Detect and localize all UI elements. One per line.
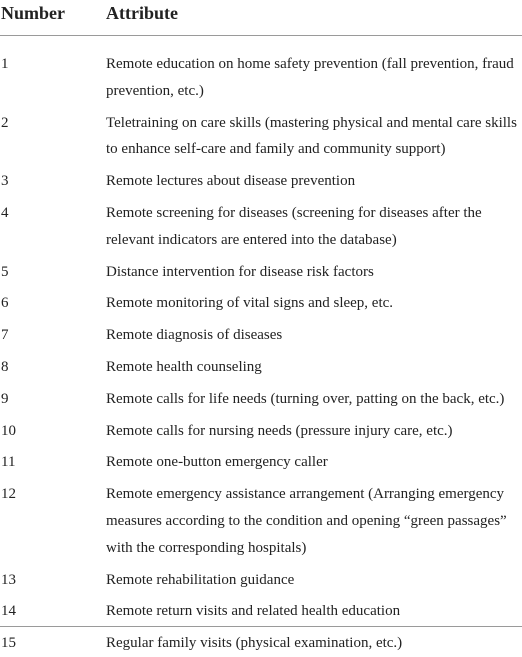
row-attribute: Remote screening for diseases (screening for diseases after the relevant indicators are entered into the database) xyxy=(106,204,482,248)
row-number: 6 xyxy=(1,295,9,312)
row-number: 15 xyxy=(1,635,16,652)
header-number: Number xyxy=(1,3,65,23)
table-row xyxy=(0,413,522,445)
row-attribute: Remote one-button emergency caller xyxy=(106,454,328,471)
row-attribute: Remote emergency assistance arrangement (Arranging emergency measures according to the condition and opening “green passages” with the corresponding hospitals) xyxy=(106,486,507,556)
row-number: 5 xyxy=(1,263,9,280)
table-row xyxy=(0,625,522,657)
row-attribute: Distance intervention for disease risk factors xyxy=(106,263,374,280)
table-row xyxy=(0,349,522,381)
table-row xyxy=(0,195,522,254)
row-number: 3 xyxy=(1,173,9,190)
row-attribute: Remote diagnosis of diseases xyxy=(106,327,283,344)
table-row xyxy=(0,381,522,413)
row-attribute: Remote calls for life needs (turning over, patting on the back, etc.) xyxy=(106,390,505,407)
row-number: 9 xyxy=(1,390,9,407)
table-row xyxy=(0,254,522,286)
table-bottom-rule xyxy=(0,626,522,627)
table-row xyxy=(0,562,522,594)
table-row xyxy=(0,476,522,561)
row-attribute: Regular family visits (physical examination, etc.) xyxy=(106,635,403,652)
table-body xyxy=(0,46,522,657)
table-row xyxy=(0,163,522,195)
table-row xyxy=(0,593,522,625)
table-row xyxy=(0,317,522,349)
header-attribute: Attribute xyxy=(106,3,178,23)
table-row xyxy=(0,444,522,476)
row-number: 8 xyxy=(1,358,9,375)
row-number: 11 xyxy=(1,454,16,471)
row-number: 10 xyxy=(1,422,16,439)
row-attribute: Teletraining on care skills (mastering physical and mental care skills to enhance self-care and family and community support) xyxy=(106,114,517,158)
row-attribute: Remote monitoring of vital signs and sleep, etc. xyxy=(106,295,394,312)
row-number: 7 xyxy=(1,327,9,344)
row-number: 2 xyxy=(1,114,9,131)
row-attribute: Remote health counseling xyxy=(106,358,262,375)
table-row xyxy=(0,285,522,317)
table-row xyxy=(0,105,522,164)
row-number: 12 xyxy=(1,486,16,503)
row-attribute: Remote lectures about disease prevention xyxy=(106,173,356,190)
row-attribute: Remote return visits and related health education xyxy=(106,603,401,620)
row-attribute: Remote rehabilitation guidance xyxy=(106,571,295,588)
row-number: 4 xyxy=(1,204,9,221)
row-number: 13 xyxy=(1,571,16,588)
row-attribute: Remote education on home safety prevention (fall prevention, fraud prevention, etc.) xyxy=(106,56,514,99)
row-number: 1 xyxy=(1,56,9,72)
table-header xyxy=(0,0,522,36)
table-row xyxy=(0,46,522,105)
row-number: 14 xyxy=(1,603,16,620)
row-attribute: Remote calls for nursing needs (pressure injury care, etc.) xyxy=(106,422,453,439)
